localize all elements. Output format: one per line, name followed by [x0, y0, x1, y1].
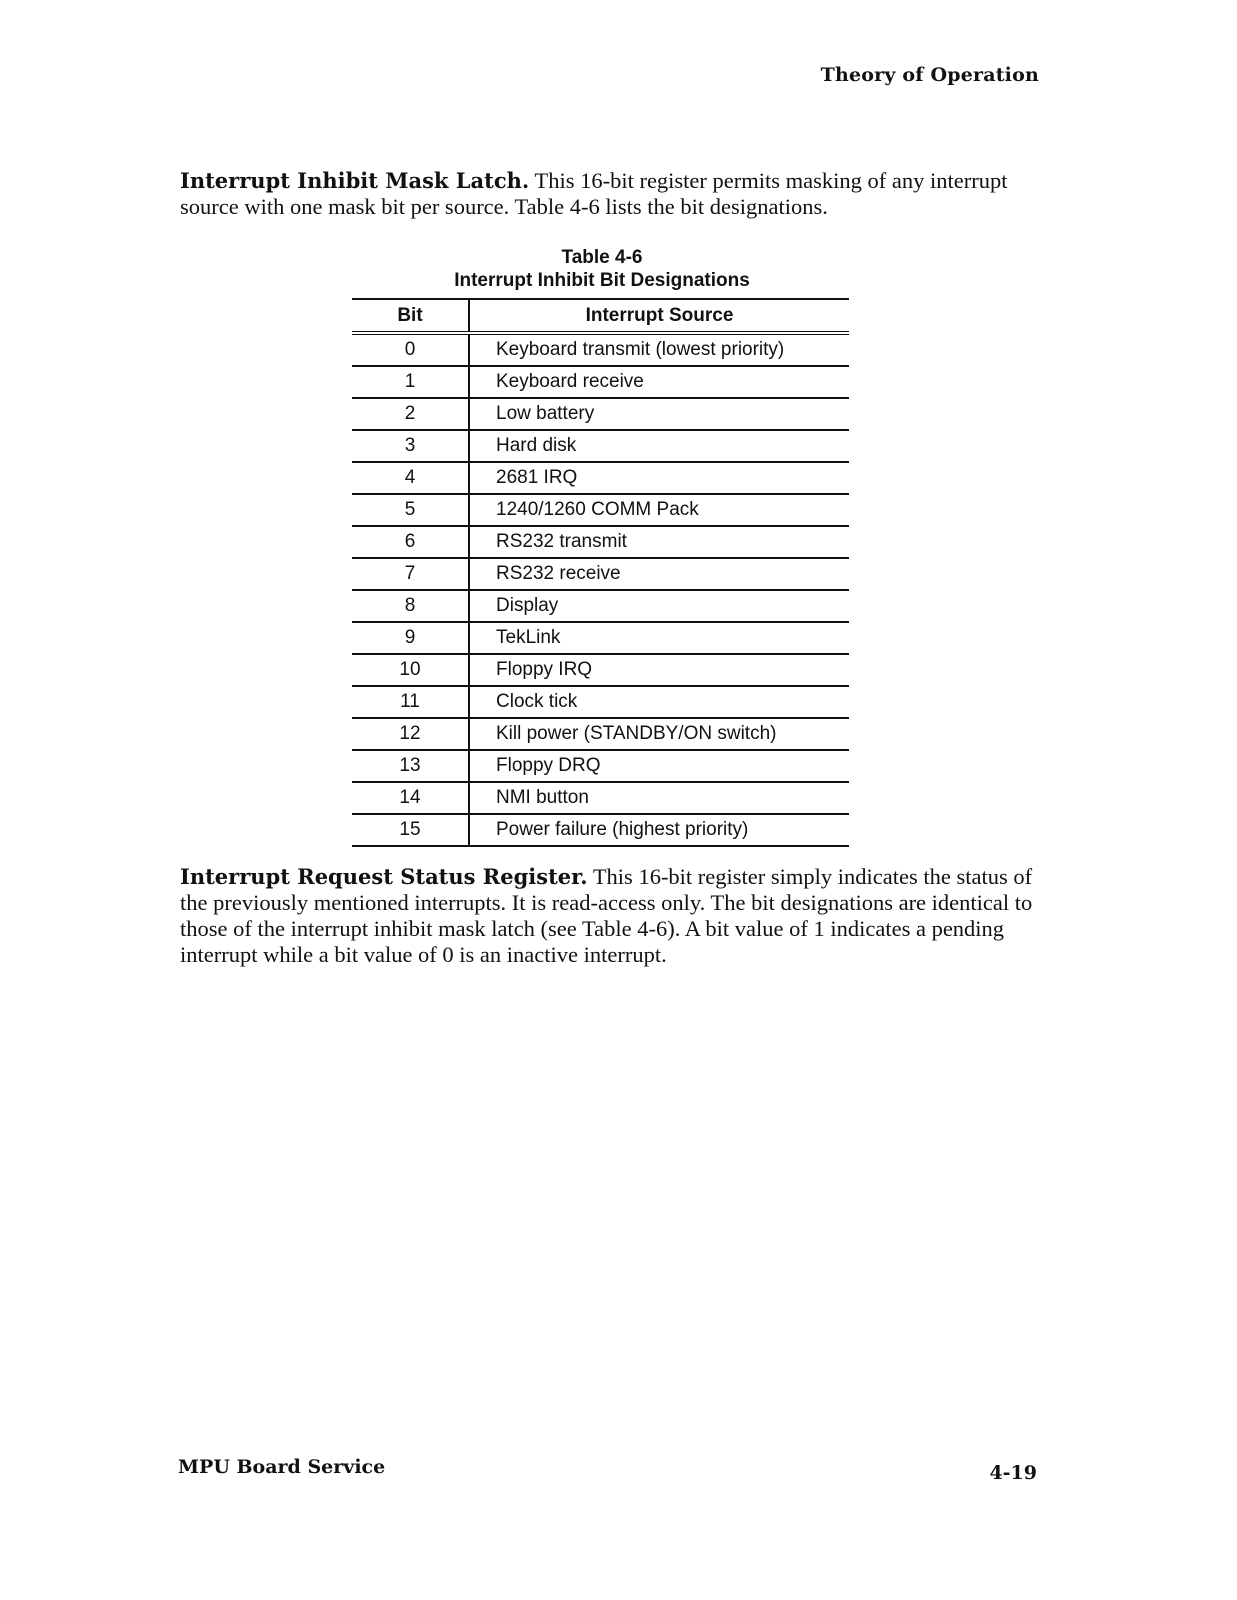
cell-interrupt-source: Floppy DRQ: [469, 750, 849, 782]
cell-bit: 2: [352, 398, 469, 430]
table-row: [352, 430, 849, 462]
table-row: [352, 526, 849, 558]
table-row: [352, 366, 849, 398]
page-number: 4-19: [989, 1462, 1037, 1484]
table-caption: [352, 246, 852, 292]
table-row: [352, 590, 849, 622]
cell-bit: 4: [352, 462, 469, 494]
cell-bit: 1: [352, 366, 469, 398]
interrupt-bit-table: [352, 298, 849, 847]
table-row: [352, 398, 849, 430]
table-row: [352, 654, 849, 686]
table-row: [352, 718, 849, 750]
cell-interrupt-source: NMI button: [469, 782, 849, 814]
cell-bit: 9: [352, 622, 469, 654]
paragraph-body: This 16-bit register permits masking of any interrupt source with one mask bit per source. Table 4-6 lists the bit designations.: [180, 168, 1008, 219]
cell-interrupt-source: Floppy IRQ: [469, 654, 849, 686]
table-row: [352, 686, 849, 718]
cell-bit: 12: [352, 718, 469, 750]
cell-bit: 6: [352, 526, 469, 558]
cell-interrupt-source: Low battery: [469, 398, 849, 430]
paragraph-heading: Interrupt Inhibit Mask Latch.: [180, 168, 530, 193]
cell-interrupt-source: Keyboard receive: [469, 366, 849, 398]
table-row: [352, 333, 849, 366]
table-row: [352, 494, 849, 526]
running-head: Theory of Operation: [820, 64, 1039, 86]
paragraph-heading: Interrupt Request Status Register.: [180, 864, 588, 889]
cell-interrupt-source: Display: [469, 590, 849, 622]
paragraph-inhibit-mask-latch: [180, 168, 1050, 220]
cell-bit: 11: [352, 686, 469, 718]
cell-interrupt-source: Power failure (highest priority): [469, 814, 849, 846]
table-row: [352, 622, 849, 654]
table-row: [352, 782, 849, 814]
paragraph-body: This 16-bit register simply indicates the status of the previously mentioned interrupts. It is read-access only. The bit designations are identical to those of the interrupt inhibit mask latch (see Table 4-6). A bit value of 1 indicates a pending interrupt while a bit value of 0 is an inactive interrupt.: [180, 864, 1033, 967]
column-header-source: Interrupt Source: [469, 299, 849, 333]
cell-interrupt-source: Clock tick: [469, 686, 849, 718]
cell-bit: 7: [352, 558, 469, 590]
cell-interrupt-source: RS232 transmit: [469, 526, 849, 558]
table-number: Table 4-6: [561, 247, 643, 268]
table-row: [352, 814, 849, 846]
cell-interrupt-source: Kill power (STANDBY/ON switch): [469, 718, 849, 750]
cell-interrupt-source: 1240/1260 COMM Pack: [469, 494, 849, 526]
cell-interrupt-source: 2681 IRQ: [469, 462, 849, 494]
paragraph-request-status-register: [180, 864, 1050, 968]
cell-bit: 3: [352, 430, 469, 462]
table-row: [352, 558, 849, 590]
cell-interrupt-source: Keyboard transmit (lowest priority): [469, 333, 849, 366]
table-row: [352, 462, 849, 494]
cell-bit: 14: [352, 782, 469, 814]
cell-interrupt-source: Hard disk: [469, 430, 849, 462]
cell-bit: 10: [352, 654, 469, 686]
cell-bit: 15: [352, 814, 469, 846]
cell-interrupt-source: TekLink: [469, 622, 849, 654]
column-header-bit: Bit: [352, 299, 469, 333]
cell-interrupt-source: RS232 receive: [469, 558, 849, 590]
cell-bit: 8: [352, 590, 469, 622]
table-row: [352, 750, 849, 782]
cell-bit: 13: [352, 750, 469, 782]
footer-section-title: MPU Board Service: [178, 1456, 386, 1478]
cell-bit: 5: [352, 494, 469, 526]
table-title: Interrupt Inhibit Bit Designations: [454, 270, 750, 291]
cell-bit: 0: [352, 333, 469, 366]
table-header-row: [352, 299, 849, 333]
